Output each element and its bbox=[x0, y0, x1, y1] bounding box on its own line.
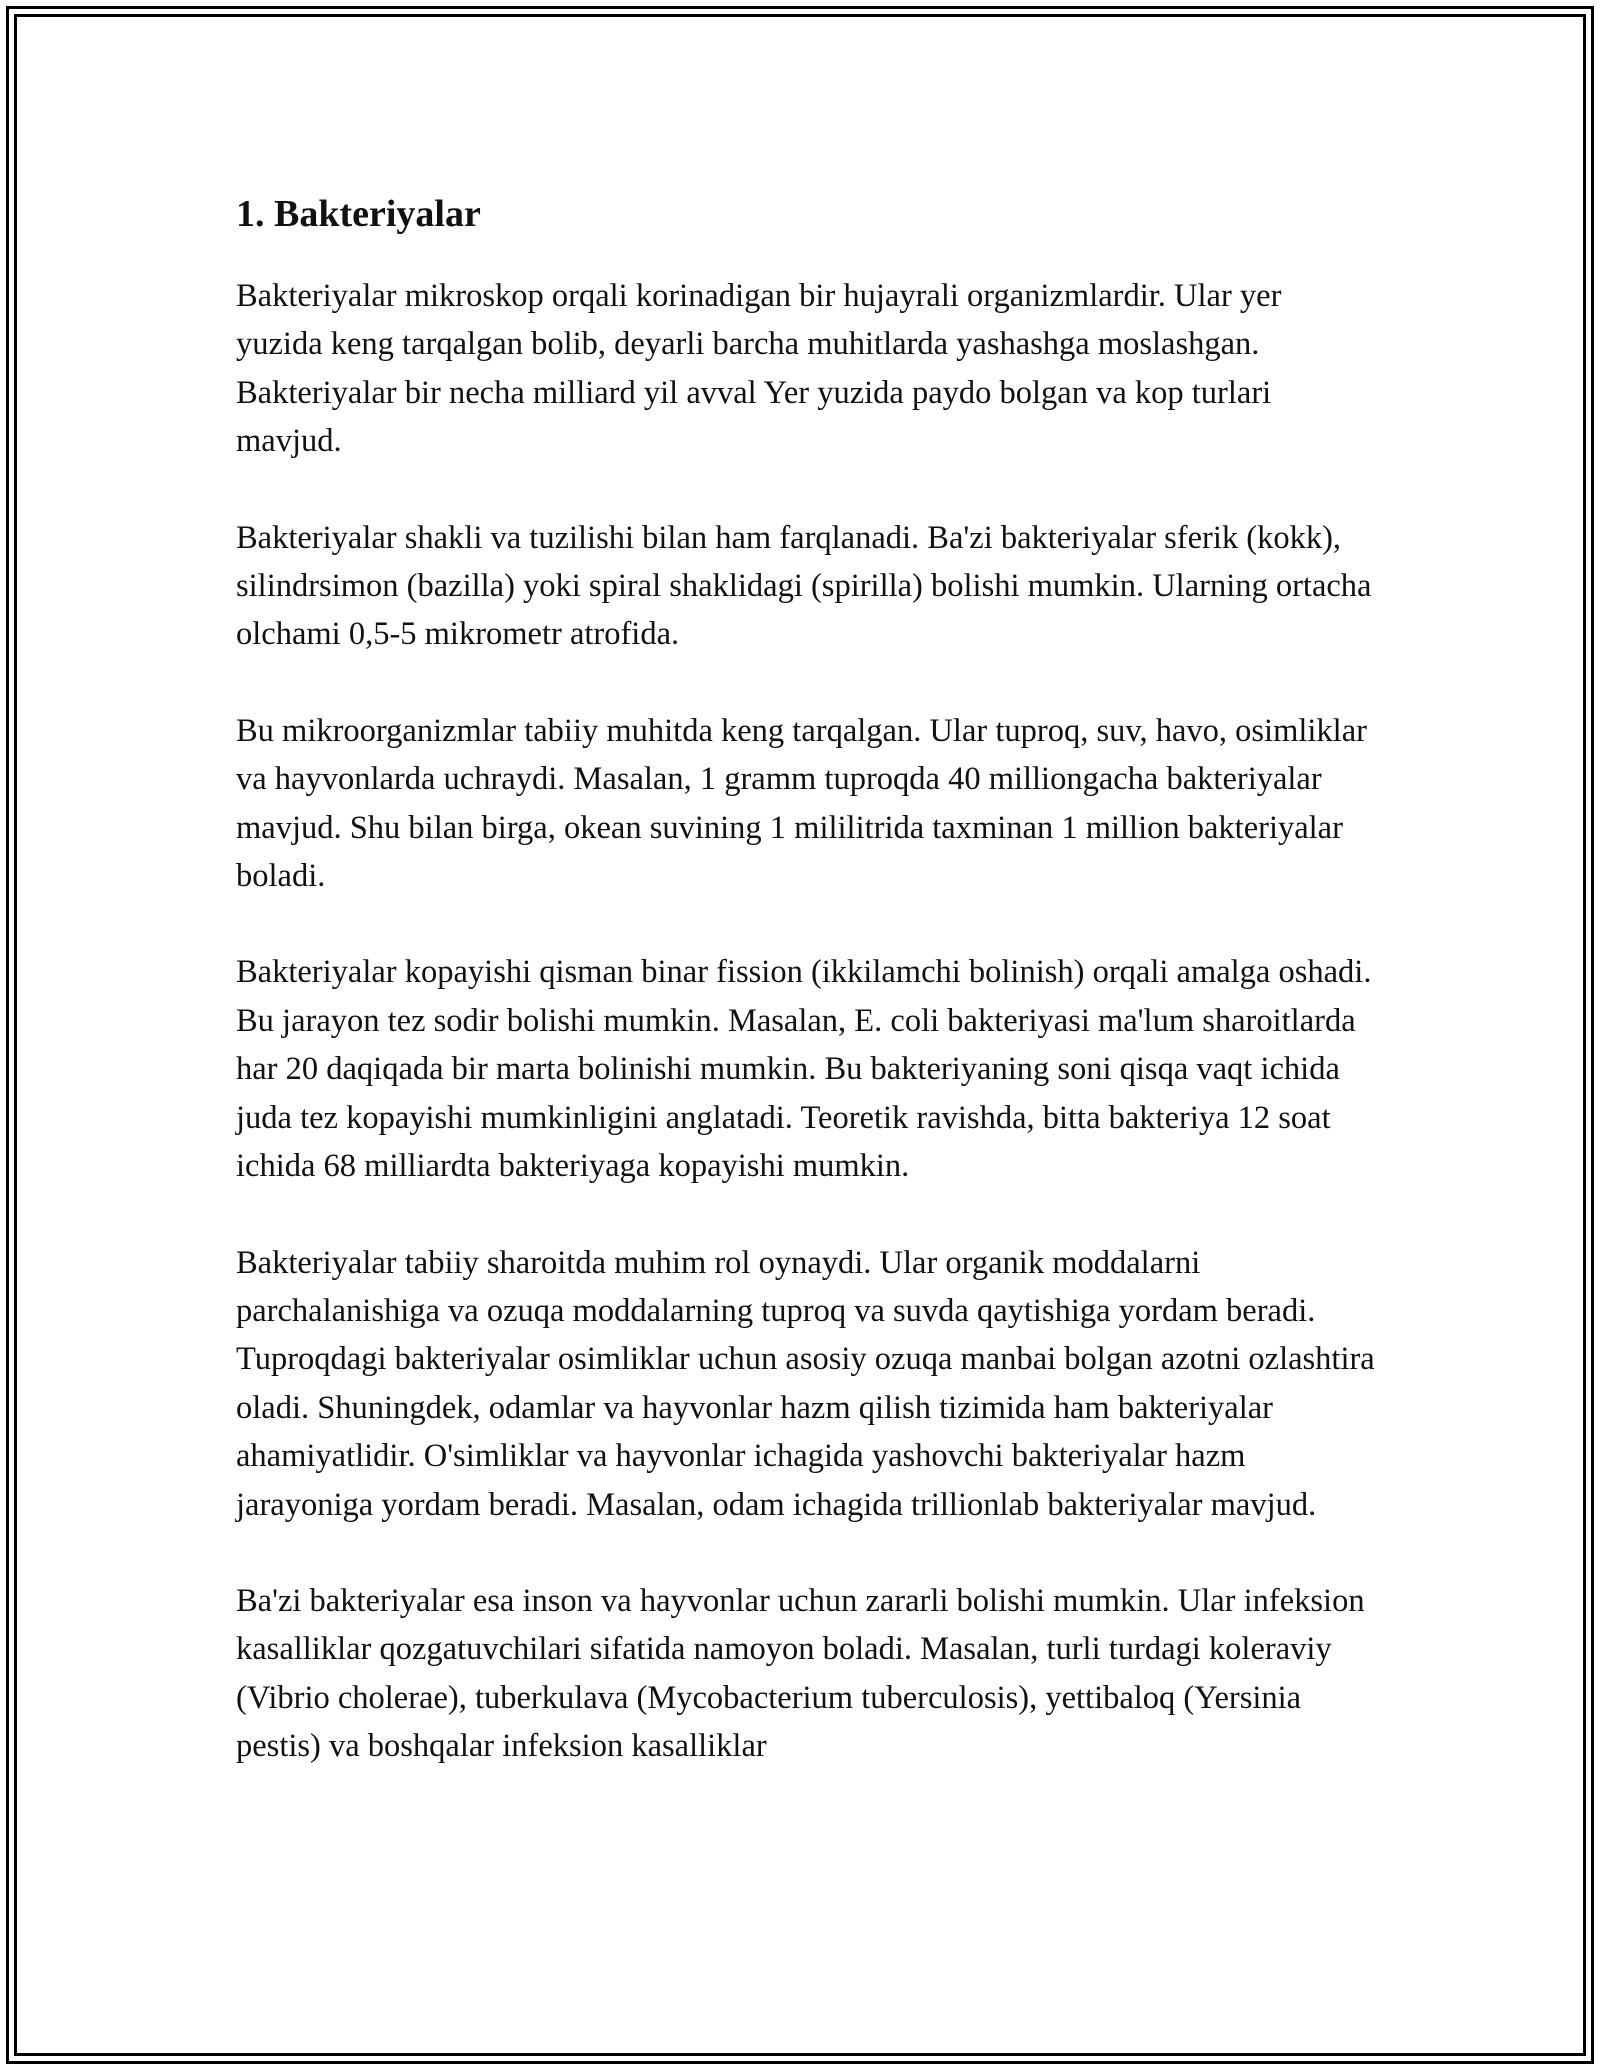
document-body bbox=[236, 186, 1376, 1819]
paragraph-habitat: Bu mikroorganizmlar tabiiy muhitda keng tarqalgan. Ular tuproq, suv, havo, osimliklar va hayvonlarda uchraydi. Masalan, 1 gramm tuproqda 40 milliongacha bakteriyalar mavjud. Shu bilan birga, okean suvining 1 mililitrida taxminan 1 million bakteriyalar boladi. bbox=[236, 712, 1367, 895]
paragraph-pathogens: Ba'zi bakteriyalar esa inson va hayvonlar uchun zararli bolishi mumkin. Ular infeksion kasalliklar qozgatuvchilari sifatida namoyon boladi. Masalan, turli turdagi koleraviy (Vibrio cholerae), tuberkulava (Mycobacterium tuberculosis), yettibaloq (Yersinia pestis) va boshqalar infeksion kasalliklar bbox=[236, 1582, 1365, 1765]
paragraph-reproduction: Bakteriyalar kopayishi qisman binar fission (ikkilamchi bolinish) orqali amalga oshadi. Bu jarayon tez sodir bolishi mumkin. Masalan, E. coli bakteriyasi ma'lum sharoitlarda har 20 daqiqada bir marta bolinishi mumkin. Bu bakteriyaning soni qisqa vaqt ichida juda tez kopayishi mumkinligini anglatadi. Teoretik ravishda, bitta bakteriya 12 soat ichida 68 milliardta bakteriyaga kopayishi mumkin. bbox=[236, 954, 1372, 1185]
paragraph-origin: Bakteriyalar mikroskop orqali korinadigan bir hujayrali organizmlardir. Ular yer yuzida keng tarqalgan bolib, deyarli barcha muhitlarda yashashga moslashgan. Bakteriyalar bir necha milliard yil avval Yer yuzida paydo bolgan va kop turlari mavjud. bbox=[236, 278, 1282, 460]
section-heading: 1. Bakteriyalar bbox=[236, 193, 481, 235]
paragraph-shape: Bakteriyalar shakli va tuzilishi bilan ham farqlanadi. Ba'zi bakteriyalar sferik (kokk), silindrsimon (bazilla) yoki spiral shaklidagi (spirilla) bolishi mumkin. Ularning ortacha olchami 0,5-5 mikrometr atrofida. bbox=[236, 519, 1372, 653]
paragraph-ecological-role: Bakteriyalar tabiiy sharoitda muhim rol oynaydi. Ular organik moddalarni parchalanishiga va ozuqa moddalarning tuproq va suvda qaytishiga yordam beradi. Tuproqdagi bakteriyalar osimliklar uchun asosiy ozuqa manbai bolgan azotni ozlashtira oladi. Shuningdek, odamlar va hayvonlar hazm qilish tizimida ham bakteriyalar ahamiyatlidir. O'simliklar va hayvonlar ichagida yashovchi bakteriyalar hazm jarayoniga yordam beradi. Masalan, odam ichagida trillionlab bakteriyalar mavjud. bbox=[236, 1244, 1375, 1523]
